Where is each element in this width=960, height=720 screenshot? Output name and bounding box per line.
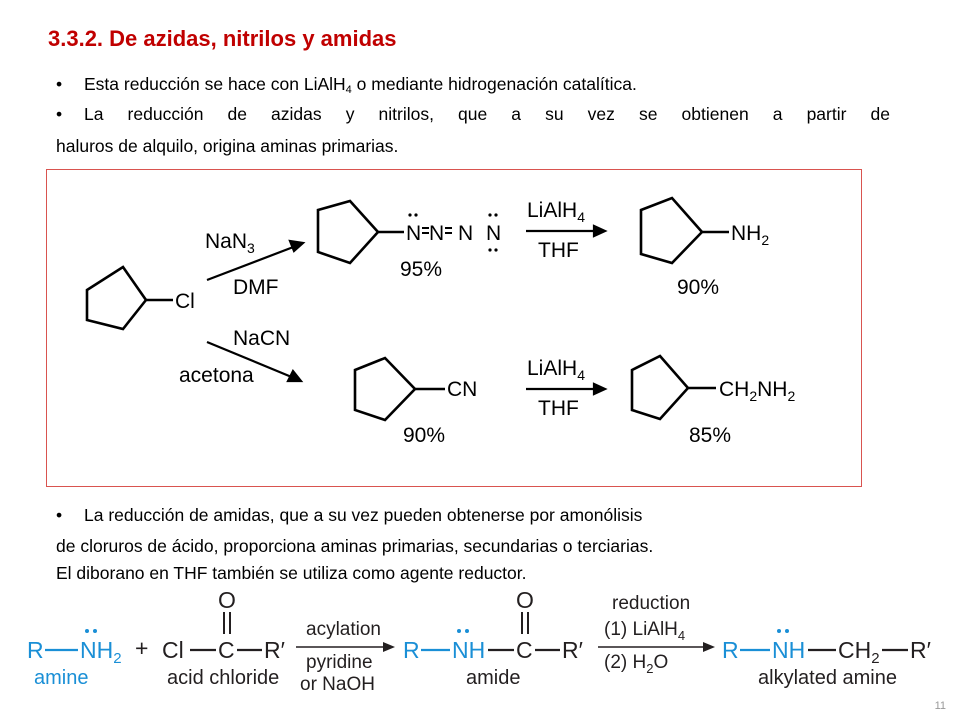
solvent-thf-bottom: THF xyxy=(538,397,579,420)
r-group: R xyxy=(403,637,420,663)
azide-n-middle: N xyxy=(458,222,474,245)
scheme-drawing xyxy=(47,170,863,488)
reaction-scheme-azides-nitriles xyxy=(46,169,862,487)
lone-pair-dot xyxy=(488,248,491,251)
bullet-lialh4 xyxy=(56,72,637,96)
label-reduction: reduction xyxy=(612,593,691,614)
reagent-nacn: NaCN xyxy=(233,327,291,350)
r-group: R xyxy=(27,637,44,663)
amine-yield: 90% xyxy=(677,276,720,299)
cyclopentyl-ring-ch2nh2 xyxy=(632,356,688,419)
carbonyl-c: C xyxy=(516,637,533,663)
carbonyl-c: C xyxy=(218,637,235,663)
label-lialh4: (1) LiAlH$_4$ xyxy=(604,619,686,643)
subscript: 4 xyxy=(345,84,352,96)
scheme-labels xyxy=(175,199,795,447)
r-group: R xyxy=(722,637,739,663)
cyclopentyl-ring-azide xyxy=(318,201,378,263)
lone-pair-dot xyxy=(777,629,781,633)
label-alkylated-amine: alkylated amine xyxy=(758,667,897,689)
lone-pair-dot xyxy=(408,213,411,216)
label-pyridine: pyridine xyxy=(306,652,373,673)
page-number: 11 xyxy=(934,700,946,712)
arrowhead xyxy=(703,642,715,652)
nitrile-cn: CN xyxy=(447,378,478,401)
reaction-scheme-amides xyxy=(0,580,960,700)
carbonyl-o: O xyxy=(218,587,236,613)
label-cl: Cl xyxy=(175,290,195,313)
bullet-amidas-line2: de cloruros de ácido, proporciona aminas primarias, secundarias o terciarias. xyxy=(56,536,654,556)
arrowhead xyxy=(594,226,605,236)
solvent-thf-top: THF xyxy=(538,239,579,262)
bullet-azidas-line2: haluros de alquilo, origina aminas primarias. xyxy=(56,136,399,156)
bullet-text: La reducción de azidas y nitrilos, que a su vez se obtienen a partir de xyxy=(84,104,890,124)
label-acid-chloride: acid chloride xyxy=(167,667,280,689)
label-or-naoh: or NaOH xyxy=(300,674,375,695)
ch2nh2: $CH_2NH_2$ xyxy=(719,378,796,404)
lone-pair-dot xyxy=(494,248,497,251)
r-prime: R′ xyxy=(264,637,285,663)
amide-scheme-labels xyxy=(27,587,931,695)
bullet-mark: • xyxy=(56,74,63,94)
lone-pair-dot xyxy=(93,629,97,633)
r-prime: R′ xyxy=(910,637,931,663)
azide-n1: N xyxy=(406,222,422,245)
lone-pair-dot xyxy=(85,629,89,633)
solvent-acetona: acetona xyxy=(179,364,254,387)
nh2-group: $NH_2$ xyxy=(80,637,122,667)
bullet-mark: • xyxy=(56,104,63,124)
azide-yield: 95% xyxy=(400,258,443,281)
arrowhead xyxy=(383,642,395,652)
label-h2o: (2) $H_2O$ xyxy=(604,652,669,676)
lone-pair-dot xyxy=(494,213,497,216)
azide-n3: N xyxy=(486,222,502,245)
nitrile-yield: 90% xyxy=(403,424,446,447)
cyclopentyl-ring-start xyxy=(87,267,146,329)
arrowhead xyxy=(594,384,605,394)
cl-atom: Cl xyxy=(162,637,184,663)
lone-pair-dot xyxy=(785,629,789,633)
solvent-dmf: DMF xyxy=(233,276,279,299)
cyclopentyl-ring-amine xyxy=(641,198,702,263)
cyclopentyl-ring-nitrile xyxy=(355,358,415,420)
carbonyl-o: O xyxy=(516,587,534,613)
arrowhead xyxy=(288,371,301,381)
arrowhead xyxy=(290,241,303,251)
reagent-nan3: NaN$_3$ xyxy=(205,230,255,256)
reagent-lialh4-bottom: LiAlH$_4$ xyxy=(527,357,585,383)
lone-pair-dot xyxy=(457,629,461,633)
label-amide: amide xyxy=(466,667,521,689)
slide-title: 3.3.2. De azidas, nitrilos y amidas xyxy=(48,26,397,51)
lone-pair-dot xyxy=(414,213,417,216)
bullet-mark: • xyxy=(56,505,63,525)
bullet-text: La reducción de amidas, que a su vez pueden obtenerse por amonólisis xyxy=(84,505,643,525)
lone-pair-dot xyxy=(465,629,469,633)
ch2-group: $CH_2$ xyxy=(838,637,880,667)
reagent-lialh4-top: LiAlH$_4$ xyxy=(527,199,585,225)
nh-group: NH xyxy=(772,637,806,663)
amine-nh2: $NH_2$ xyxy=(731,222,770,248)
azide-n2: N xyxy=(429,222,445,245)
bullet-text: o mediante hidrogenación catalítica. xyxy=(351,74,637,94)
r-prime: R′ xyxy=(562,637,583,663)
bullet-amidas-line1 xyxy=(56,503,642,527)
amine2-yield: 85% xyxy=(689,424,732,447)
bullet-amidas-line3: El diborano en THF también se utiliza como agente reductor. xyxy=(56,563,527,583)
plus-sign: + xyxy=(135,635,149,661)
bullet-azidas-line1 xyxy=(56,102,890,126)
lone-pair-dot xyxy=(488,213,491,216)
label-amine: amine xyxy=(34,667,89,689)
bullet-text: Esta reducción se hace con LiAlH xyxy=(84,74,346,94)
nh-group: NH xyxy=(452,637,486,663)
label-acylation: acylation xyxy=(306,619,381,640)
